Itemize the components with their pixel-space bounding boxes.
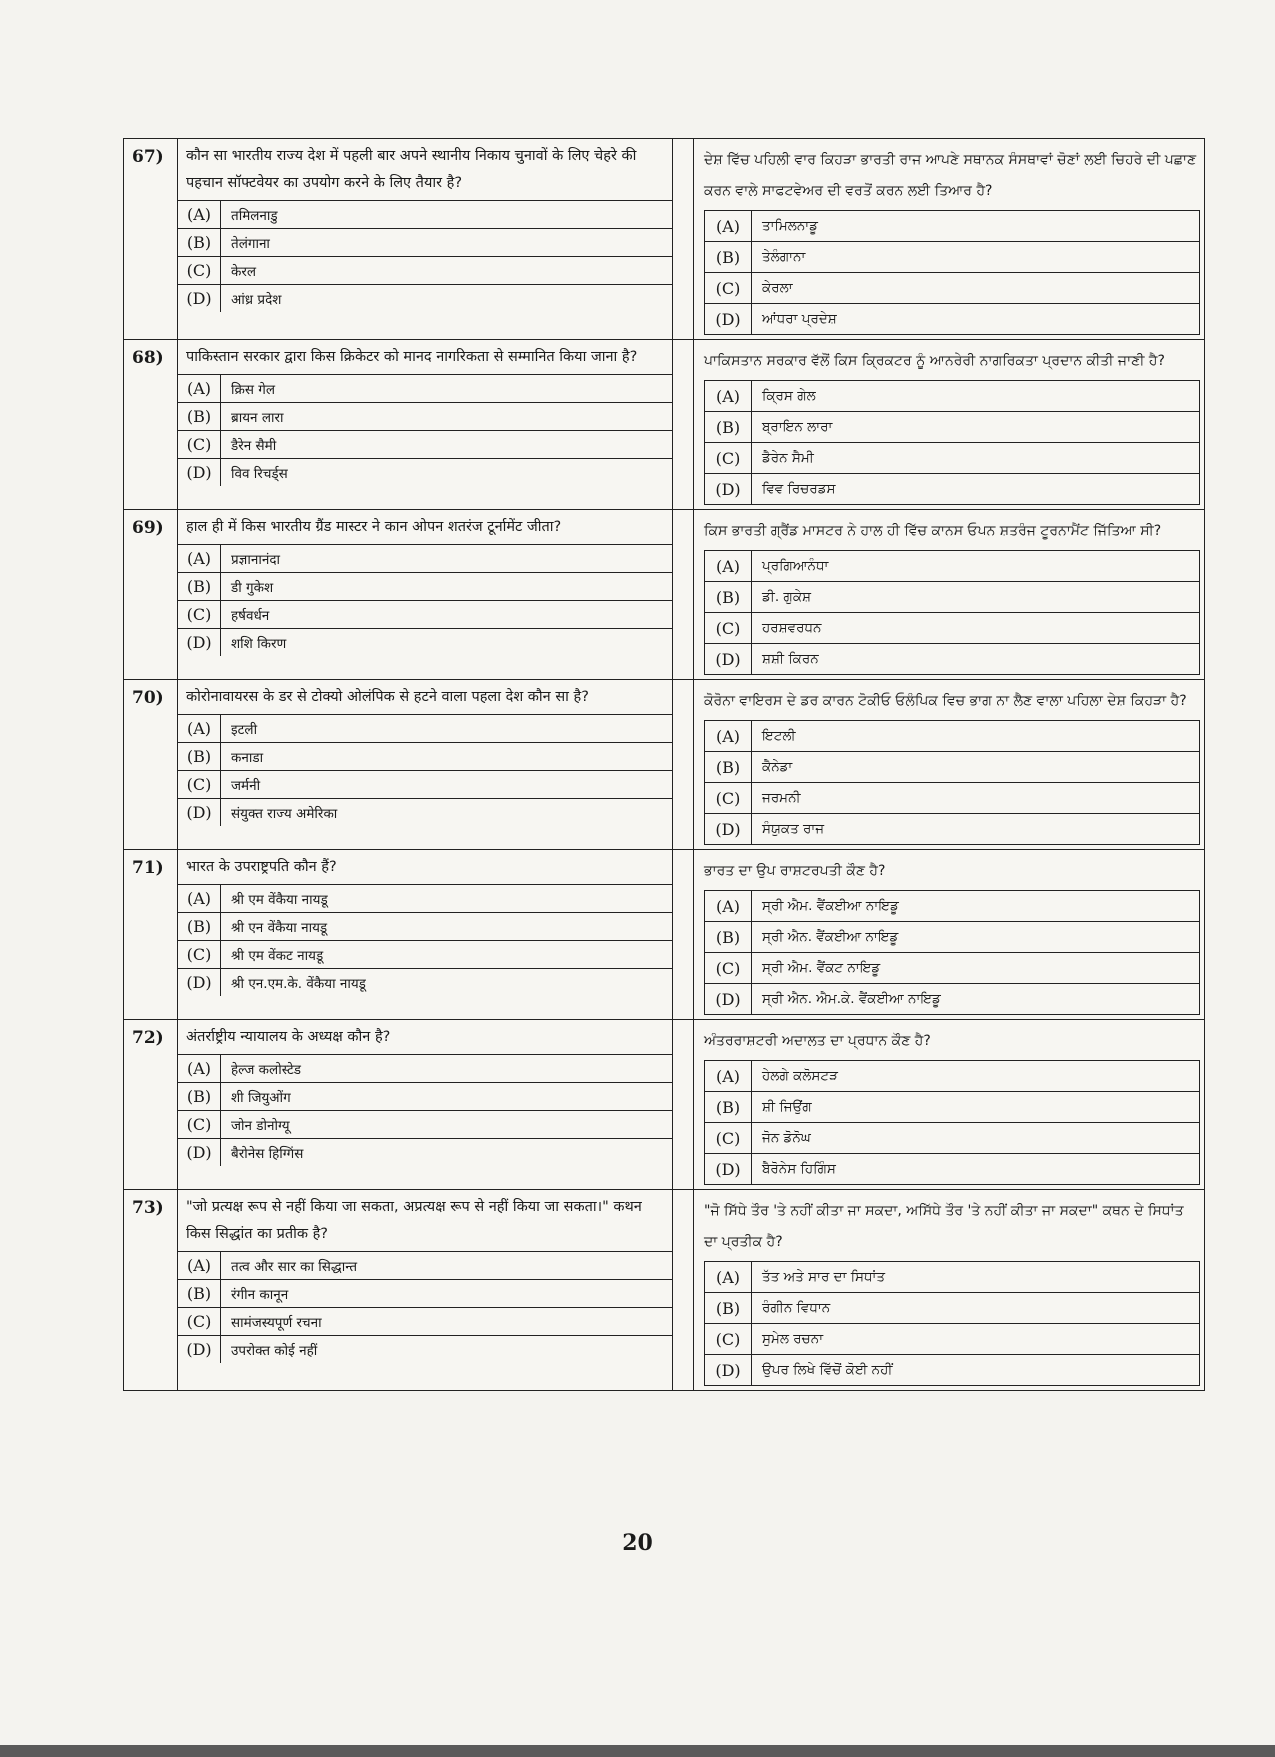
option-text: श्री एम वेंकैया नायडू <box>231 891 328 908</box>
punjabi-option <box>704 550 1200 581</box>
option-label: (D) <box>178 1336 221 1363</box>
option-text: ਕੈਨੇਡਾ <box>762 759 793 775</box>
punjabi-option <box>704 1153 1200 1185</box>
option-text: बैरोनेस हिग्गिंस <box>231 1145 304 1162</box>
option-text: ਵਿਵ ਰਿਚਰਡਸ <box>762 481 836 497</box>
hindi-option <box>178 885 672 913</box>
question-number: 68) <box>124 340 178 509</box>
option-label: (A) <box>705 721 752 751</box>
option-text: ਹੇਲਗੇ ਕਲੋਸਟੜ <box>762 1068 838 1084</box>
hindi-option <box>178 1055 672 1083</box>
option-label: (D) <box>705 1154 752 1184</box>
option-text: इटली <box>231 721 258 738</box>
option-text: ਬ੍ਰਾਇਨ ਲਾਰਾ <box>762 419 833 435</box>
punjabi-question <box>694 139 1204 339</box>
option-text: ਉਪਰ ਲਿਖੇ ਵਿੱਚੋਂ ਕੋਈ ਨਹੀਂ <box>762 1362 893 1378</box>
option-label: (A) <box>705 891 752 921</box>
punjabi-option <box>704 473 1200 505</box>
option-text: ਸੰਯੁਕਤ ਰਾਜ <box>762 821 825 837</box>
option-text: उपरोक्त कोई नहीं <box>231 1342 318 1359</box>
option-text: संयुक्त राज्य अमेरिका <box>231 805 338 822</box>
hindi-question-text: कौन सा भारतीय राज्य देश में पहली बार अपने स्थानीय निकाय चुनावों के लिए चेहरे की पहचान सॉफ्टवेयर का उपयोग करने के लिए तैयार है? <box>186 148 637 191</box>
option-text: विव रिचर्ड्स <box>231 465 288 482</box>
option-text: तमिलनाडु <box>231 207 278 224</box>
option-label: (D) <box>178 969 221 996</box>
option-text: जोन डोनोग्यू <box>231 1117 290 1134</box>
question-row <box>124 679 1204 849</box>
question-number: 67) <box>124 139 178 339</box>
punjabi-question <box>694 340 1204 509</box>
option-label: (D) <box>705 1355 752 1385</box>
option-text: श्री एम वेंकट नायडू <box>231 947 324 964</box>
punjabi-question <box>694 850 1204 1019</box>
option-label: (D) <box>178 629 221 656</box>
punjabi-option <box>704 983 1200 1015</box>
hindi-question-text: "जो प्रत्यक्ष रूप से नहीं किया जा सकता, अप्रत्यक्ष रूप से नहीं किया जा सकता।" कथन किस सिद्धांत का प्रतीक है? <box>186 1199 642 1242</box>
option-text: ਬੈਰੋਨੇਸ ਹਿਗਿੰਸ <box>762 1161 836 1177</box>
option-text: ਜੋਨ ਡੋਨੋਘ <box>762 1130 811 1146</box>
option-text: ਇਟਲੀ <box>762 728 796 744</box>
punjabi-question-text: ਦੇਸ਼ ਵਿੱਚ ਪਹਿਲੀ ਵਾਰ ਕਿਹੜਾ ਭਾਰਤੀ ਰਾਜ ਆਪਣੇ ਸਥਾਨਕ ਸੰਸਥਾਵਾਂ ਚੋਣਾਂ ਲਈ ਚਿਹਰੇ ਦੀ ਪਛਾਣ ਕਰਨ ਵਾਲੇ ਸਾਫਟਵੇਅਰ ਦੀ ਵਰਤੋਂ ਕਰਨ ਲਈ ਤਿਆਰ ਹੈ? <box>704 152 1197 199</box>
hindi-option <box>178 1280 672 1308</box>
hindi-option <box>178 1252 672 1280</box>
option-label: (B) <box>178 743 221 770</box>
option-text: क्रिस गेल <box>231 381 276 398</box>
option-text: ਆਂਧਰਾ ਪ੍ਰਦੇਸ਼ <box>762 311 837 327</box>
option-label: (C) <box>178 431 221 458</box>
punjabi-option <box>704 782 1200 813</box>
hindi-option <box>178 969 672 996</box>
punjabi-option <box>704 1323 1200 1354</box>
option-label: (C) <box>178 941 221 968</box>
punjabi-option <box>704 1261 1200 1292</box>
hindi-question-text: भारत के उपराष्ट्रपति कौन हैं? <box>186 859 337 875</box>
punjabi-option <box>704 380 1200 411</box>
option-text: आंध्र प्रदेश <box>231 291 282 308</box>
option-text: ਸ੍ਰੀ ਐਮ. ਵੈਂਕਟ ਨਾਇਡੂ <box>762 960 881 976</box>
option-text: जर्मनी <box>231 777 261 794</box>
punjabi-option <box>704 581 1200 612</box>
punjabi-option <box>704 1122 1200 1153</box>
option-text: डैरेन सैमी <box>231 437 277 454</box>
hindi-question <box>178 1020 673 1189</box>
hindi-option <box>178 431 672 459</box>
hindi-option <box>178 771 672 799</box>
option-text: ਤੱਤ ਅਤੇ ਸਾਰ ਦਾ ਸਿਧਾਂਤ <box>762 1269 886 1285</box>
option-text: शशि किरण <box>231 635 287 652</box>
punjabi-option <box>704 1091 1200 1122</box>
question-number: 71) <box>124 850 178 1019</box>
option-label: (C) <box>705 613 752 643</box>
option-label: (B) <box>705 922 752 952</box>
option-text: ਸ੍ਰੀ ਐਨ. ਵੈਂਕਈਆ ਨਾਇਡੂ <box>762 929 899 945</box>
hindi-option <box>178 403 672 431</box>
option-text: ਕੇਰਲਾ <box>762 280 793 296</box>
option-text: हर्षवर्धन <box>231 607 270 624</box>
option-text: ਪ੍ਰਗਿਆਨੰਧਾ <box>762 558 829 574</box>
option-text: शी जियुओंग <box>231 1089 291 1106</box>
question-row <box>124 139 1204 339</box>
hindi-question-text: हाल ही में किस भारतीय ग्रैंड मास्टर ने कान ओपन शतरंज टूर्नामेंट जीता? <box>186 519 562 535</box>
option-label: (C) <box>705 783 752 813</box>
option-label: (B) <box>178 573 221 600</box>
punjabi-option <box>704 1292 1200 1323</box>
punjabi-question-text: ਕਿਸ ਭਾਰਤੀ ਗ੍ਰੈਂਡ ਮਾਸਟਰ ਨੇ ਹਾਲ ਹੀ ਵਿੱਚ ਕਾਨਸ ਓਪਨ ਸ਼ਤਰੰਜ ਟੂਰਨਾਮੈਂਟ ਜਿੱਤਿਆ ਸੀ? <box>704 523 1162 539</box>
hindi-option <box>178 285 672 312</box>
option-text: ਰੰਗੀਨ ਵਿਧਾਨ <box>762 1300 831 1316</box>
option-text: ਸ੍ਰੀ ਐਨ. ਐਮ.ਕੇ. ਵੈਂਕਈਆ ਨਾਇਡੂ <box>762 991 941 1007</box>
option-label: (C) <box>705 273 752 303</box>
punjabi-question-text: "ਜੋ ਸਿੱਧੇ ਤੌਰ 'ਤੇ ਨਹੀਂ ਕੀਤਾ ਜਾ ਸਕਦਾ, ਅਸਿੱਧੇ ਤੌਰ 'ਤੇ ਨਹੀਂ ਕੀਤਾ ਜਾ ਸਕਦਾ" ਕਥਨ ਦੇ ਸਿਧਾਂਤ ਦਾ ਪ੍ਰਤੀਕ ਹੈ? <box>704 1203 1184 1250</box>
page-number: 20 <box>622 1530 653 1556</box>
option-label: (B) <box>705 1092 752 1122</box>
option-text: ਜਰਮਨੀ <box>762 790 801 806</box>
punjabi-question-text: ਪਾਕਿਸਤਾਨ ਸਰਕਾਰ ਵੱਲੋਂ ਕਿਸ ਕ੍ਰਿਕਟਰ ਨੂੰ ਆਨਰੇਰੀ ਨਾਗਰਿਕਤਾ ਪ੍ਰਦਾਨ ਕੀਤੀ ਜਾਣੀ ਹੈ? <box>704 353 1165 369</box>
option-label: (B) <box>178 1280 221 1307</box>
option-label: (A) <box>705 211 752 241</box>
hindi-option <box>178 1083 672 1111</box>
question-table <box>123 138 1205 1391</box>
punjabi-option <box>704 1060 1200 1091</box>
punjabi-option <box>704 720 1200 751</box>
column-gutter <box>673 680 694 849</box>
option-text: कनाडा <box>231 749 264 766</box>
punjabi-question-text: ਭਾਰਤ ਦਾ ਉਪ ਰਾਸ਼ਟਰਪਤੀ ਕੌਣ ਹੈ? <box>704 863 886 879</box>
option-label: (D) <box>178 799 221 826</box>
option-text: ਸ੍ਰੀ ਐਮ. ਵੈਂਕਈਆ ਨਾਇਡੂ <box>762 898 899 914</box>
question-number: 73) <box>124 1190 178 1390</box>
question-row <box>124 1019 1204 1189</box>
option-label: (C) <box>705 1324 752 1354</box>
hindi-option <box>178 1308 672 1336</box>
option-label: (A) <box>178 1252 221 1279</box>
column-gutter <box>673 1190 694 1390</box>
option-label: (B) <box>705 242 752 272</box>
hindi-option <box>178 257 672 285</box>
punjabi-option <box>704 303 1200 335</box>
question-row <box>124 339 1204 509</box>
column-gutter <box>673 850 694 1019</box>
option-label: (C) <box>705 953 752 983</box>
option-label: (A) <box>178 201 221 228</box>
option-label: (D) <box>178 1139 221 1166</box>
hindi-question <box>178 510 673 679</box>
punjabi-option <box>704 411 1200 442</box>
option-text: श्री एन.एम.के. वेंकैया नायडू <box>231 975 366 992</box>
option-label: (C) <box>178 257 221 284</box>
column-gutter <box>673 1020 694 1189</box>
punjabi-option <box>704 751 1200 782</box>
option-label: (B) <box>178 913 221 940</box>
hindi-question-text: कोरोनावायरस के डर से टोक्यो ओलंपिक से हटने वाला पहला देश कौन सा है? <box>186 689 589 705</box>
option-label: (D) <box>705 644 752 674</box>
option-label: (A) <box>178 545 221 572</box>
option-text: ਡੀ. ਗੁਕੇਸ਼ <box>762 589 812 605</box>
hindi-option <box>178 743 672 771</box>
option-label: (B) <box>178 229 221 256</box>
option-label: (C) <box>705 443 752 473</box>
punjabi-option <box>704 241 1200 272</box>
option-text: श्री एन वेंकैया नायडू <box>231 919 328 936</box>
hindi-option <box>178 629 672 656</box>
punjabi-option <box>704 210 1200 241</box>
question-number: 69) <box>124 510 178 679</box>
option-label: (D) <box>178 285 221 312</box>
punjabi-option <box>704 442 1200 473</box>
punjabi-question <box>694 680 1204 849</box>
punjabi-option <box>704 1354 1200 1386</box>
option-text: ਸੁਮੇਲ ਰਚਨਾ <box>762 1331 824 1347</box>
option-text: ब्रायन लारा <box>231 409 284 426</box>
option-label: (A) <box>178 885 221 912</box>
question-row <box>124 1189 1204 1390</box>
hindi-option <box>178 601 672 629</box>
punjabi-question <box>694 1020 1204 1189</box>
hindi-option <box>178 229 672 257</box>
hindi-question <box>178 340 673 509</box>
hindi-option <box>178 1139 672 1166</box>
punjabi-option <box>704 813 1200 845</box>
option-label: (C) <box>178 771 221 798</box>
hindi-option <box>178 459 672 486</box>
punjabi-option <box>704 921 1200 952</box>
option-label: (B) <box>705 412 752 442</box>
option-label: (A) <box>178 1055 221 1082</box>
option-label: (B) <box>705 582 752 612</box>
punjabi-option <box>704 643 1200 675</box>
option-text: डी गुकेश <box>231 579 274 596</box>
option-label: (A) <box>178 715 221 742</box>
option-label: (B) <box>705 1293 752 1323</box>
option-text: केरल <box>231 263 257 280</box>
option-text: ਹਰਸ਼ਵਰਧਨ <box>762 620 822 636</box>
option-label: (D) <box>705 814 752 844</box>
question-number: 70) <box>124 680 178 849</box>
option-text: प्रज्ञानानंदा <box>231 551 280 568</box>
option-text: ਤਾਮਿਲਨਾਡੂ <box>762 218 818 234</box>
hindi-question-text: अंतर्राष्ट्रीय न्यायालय के अध्यक्ष कौन है? <box>186 1029 391 1045</box>
option-label: (D) <box>705 474 752 504</box>
column-gutter <box>673 510 694 679</box>
option-label: (A) <box>705 381 752 411</box>
question-number: 72) <box>124 1020 178 1189</box>
question-row <box>124 849 1204 1019</box>
option-label: (A) <box>705 551 752 581</box>
question-row <box>124 509 1204 679</box>
hindi-option <box>178 913 672 941</box>
hindi-option <box>178 375 672 403</box>
option-text: तेलंगाना <box>231 235 270 252</box>
option-text: ਡੈਰੇਨ ਸੈਮੀ <box>762 450 814 466</box>
option-label: (A) <box>705 1262 752 1292</box>
hindi-option <box>178 715 672 743</box>
punjabi-question <box>694 1190 1204 1390</box>
option-text: सामंजस्यपूर्ण रचना <box>231 1314 322 1331</box>
hindi-option <box>178 545 672 573</box>
option-label: (D) <box>705 984 752 1014</box>
punjabi-option <box>704 612 1200 643</box>
option-label: (C) <box>705 1123 752 1153</box>
option-text: ਕ੍ਰਿਸ ਗੇਲ <box>762 388 816 404</box>
option-label: (B) <box>178 1083 221 1110</box>
punjabi-option <box>704 952 1200 983</box>
punjabi-option <box>704 272 1200 303</box>
hindi-question <box>178 139 673 339</box>
punjabi-option <box>704 890 1200 921</box>
option-label: (C) <box>178 1111 221 1138</box>
option-label: (A) <box>705 1061 752 1091</box>
option-text: रंगीन कानून <box>231 1286 289 1303</box>
option-label: (C) <box>178 1308 221 1335</box>
column-gutter <box>673 139 694 339</box>
hindi-option <box>178 799 672 826</box>
punjabi-question <box>694 510 1204 679</box>
option-label: (B) <box>705 752 752 782</box>
option-text: ਸ਼ੀ ਜਿਉਂਗ <box>762 1099 812 1115</box>
scan-edge <box>0 1745 1275 1757</box>
option-label: (B) <box>178 403 221 430</box>
punjabi-question-text: ਅੰਤਰਰਾਸ਼ਟਰੀ ਅਦਾਲਤ ਦਾ ਪ੍ਰਧਾਨ ਕੌਣ ਹੈ? <box>704 1033 931 1049</box>
punjabi-question-text: ਕੋਰੋਨਾ ਵਾਇਰਸ ਦੇ ਡਰ ਕਾਰਨ ਟੋਕੀਓ ਓਲੰਪਿਕ ਵਿਚ ਭਾਗ ਨਾ ਲੈਣ ਵਾਲਾ ਪਹਿਲਾ ਦੇਸ਼ ਕਿਹੜਾ ਹੈ? <box>704 693 1187 709</box>
option-label: (C) <box>178 601 221 628</box>
hindi-question-text: पाकिस्तान सरकार द्वारा किस क्रिकेटर को मानद नागरिकता से सम्मानित किया जाना है? <box>186 349 638 365</box>
column-gutter <box>673 340 694 509</box>
hindi-question <box>178 680 673 849</box>
option-text: तत्व और सार का सिद्धान्त <box>231 1258 358 1275</box>
hindi-option <box>178 941 672 969</box>
option-label: (D) <box>178 459 221 486</box>
option-text: ਸ਼ਸ਼ੀ ਕਿਰਨ <box>762 651 819 667</box>
option-text: हेल्ज कलोस्टेड <box>231 1061 301 1078</box>
hindi-option <box>178 573 672 601</box>
hindi-question <box>178 1190 673 1390</box>
option-text: ਤੇਲੰਗਾਨਾ <box>762 249 806 265</box>
hindi-option <box>178 201 672 229</box>
hindi-option <box>178 1111 672 1139</box>
hindi-option <box>178 1336 672 1363</box>
option-label: (A) <box>178 375 221 402</box>
hindi-question <box>178 850 673 1019</box>
option-label: (D) <box>705 304 752 334</box>
